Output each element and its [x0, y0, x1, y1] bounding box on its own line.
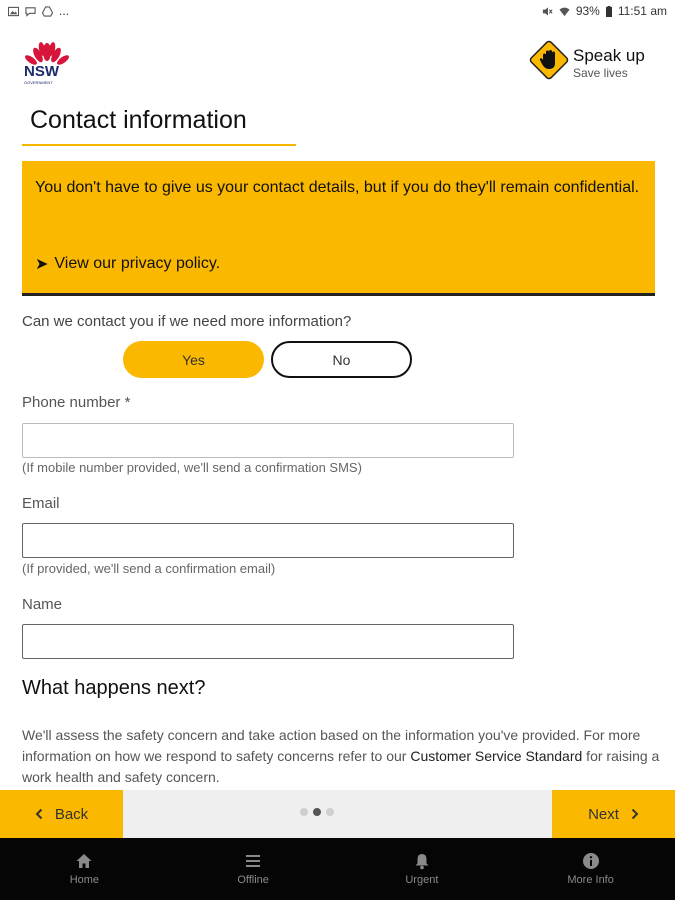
page-dot — [300, 808, 308, 816]
email-label: Email — [22, 495, 60, 512]
page-dot — [326, 808, 334, 816]
arrow-right-icon: ➤ — [35, 256, 49, 273]
tab-more-info[interactable] — [506, 838, 675, 900]
page-indicator — [300, 808, 334, 816]
tab-offline-label: Offline — [237, 874, 269, 886]
status-bar-system — [542, 4, 667, 18]
next-steps-text-end: for raising a work health and safety concern. — [22, 748, 660, 785]
brand-subtitle: Save lives — [573, 66, 628, 80]
phone-field[interactable] — [22, 423, 514, 458]
tab-urgent[interactable] — [338, 838, 507, 900]
email-field[interactable] — [22, 523, 514, 558]
app-header — [0, 30, 675, 92]
page-title: Contact information — [30, 106, 247, 134]
wifi-icon — [559, 6, 570, 17]
status-bar — [0, 0, 675, 24]
phone-label: Phone number * — [22, 394, 131, 411]
email-hint: (If provided, we'll send a confirmation email) — [22, 561, 276, 576]
battery-percent: 93% — [575, 4, 600, 18]
mute-icon — [542, 6, 553, 17]
image-icon — [8, 6, 19, 17]
tab-more-info-label: More Info — [567, 874, 614, 886]
nsw-logo-text: NSW — [24, 63, 59, 80]
chevron-right-icon — [631, 808, 639, 820]
bottom-tab-bar — [0, 838, 675, 900]
back-label: Back — [54, 805, 89, 823]
contact-question-label: Can we contact you if we need more information? — [22, 313, 352, 330]
battery-icon — [606, 6, 612, 17]
home-icon — [75, 852, 93, 870]
name-field[interactable] — [22, 624, 514, 659]
nsw-logo-subtext: GOVERNMENT — [24, 80, 53, 85]
tab-home-label: Home — [69, 874, 100, 886]
drive-icon — [42, 6, 53, 17]
confidentiality-message: You don't have to give us your contact details, but if you do they'll remain confidential. — [35, 179, 640, 196]
step-pager — [0, 790, 675, 838]
next-button[interactable] — [552, 790, 675, 838]
list-icon — [244, 852, 262, 870]
name-label: Name — [22, 596, 63, 613]
next-steps-title: What happens next? — [22, 677, 206, 699]
title-underline — [22, 144, 296, 146]
no-button[interactable]: No — [271, 341, 412, 378]
hand-warning-sign-icon — [529, 40, 569, 80]
privacy-policy-link[interactable] — [35, 254, 220, 274]
phone-hint: (If mobile number provided, we'll send a confirmation SMS) — [22, 460, 362, 475]
brand-title: Speak up — [573, 46, 645, 65]
confidentiality-notice — [22, 161, 655, 296]
tab-offline[interactable] — [169, 838, 338, 900]
next-steps-text-start: We'll assess the safety concern and take action based on the information you've provided. For more information on how we respond to safety concerns refer to our — [22, 727, 641, 764]
next-steps-text — [22, 725, 662, 788]
tab-urgent-label: Urgent — [405, 874, 439, 886]
page-dot-active — [313, 808, 321, 816]
next-label: Next — [588, 805, 619, 823]
tab-home[interactable] — [0, 838, 169, 900]
privacy-policy-label: View our privacy policy. — [54, 255, 221, 272]
speak-up-logo[interactable] — [529, 38, 655, 82]
chevron-left-icon — [35, 808, 43, 820]
more-notifications: ... — [59, 4, 70, 18]
bell-icon — [413, 852, 431, 870]
clock: 11:51 am — [617, 4, 667, 18]
back-button[interactable] — [0, 790, 123, 838]
chat-icon — [25, 6, 36, 17]
customer-service-standard-link[interactable]: Customer Service Standard — [410, 748, 583, 764]
status-bar-notifications — [8, 4, 69, 18]
info-icon — [582, 852, 600, 870]
yes-button[interactable]: Yes — [123, 341, 264, 378]
